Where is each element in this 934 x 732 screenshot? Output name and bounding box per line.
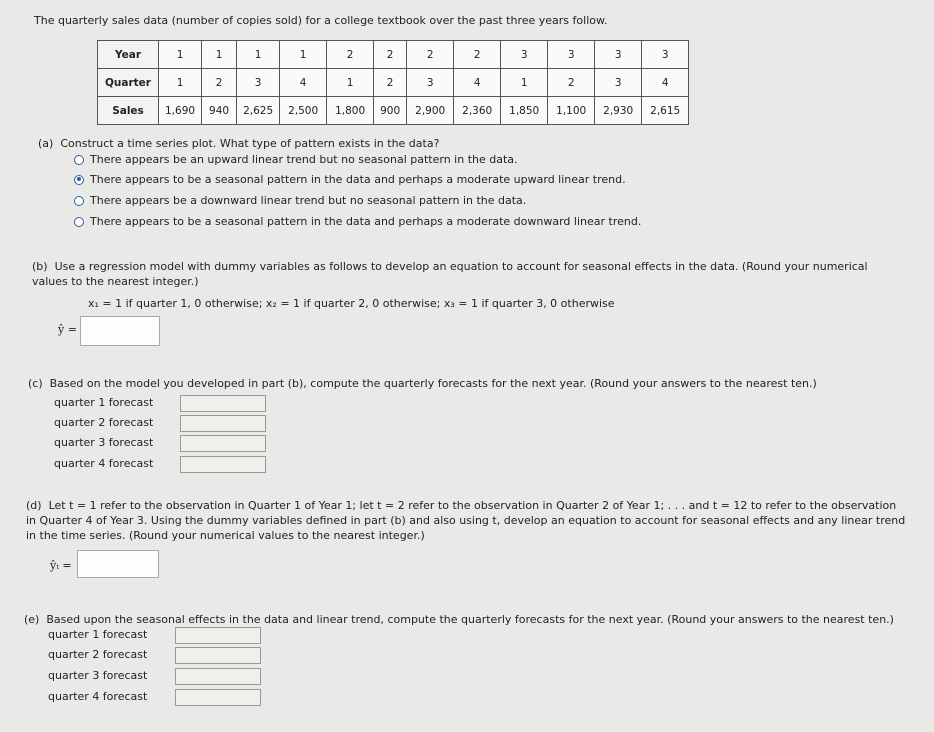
dummy-variable-definition: x₁ = 1 if quarter 1, 0 otherwise; x₂ = 1 if quarter 2, 0 otherwise; x₃ = 1 if quarter 3, 0 otherwise [88,297,615,310]
option-label: There appears be a downward linear trend but no seasonal pattern in the data. [90,194,527,207]
part-e-question [24,612,904,627]
yhat-t-label: ŷₜ = [50,559,72,572]
part-c-q4-input[interactable] [180,456,266,473]
part-a-question [38,136,439,151]
part-d-tag: (d) [26,499,42,512]
part-c-tag: (c) [28,377,43,390]
part-c-q3-label: quarter 3 forecast [54,436,154,449]
part-e-tag: (e) [24,613,40,626]
table-cell: 2,930 [595,97,642,125]
table-cell: 2,615 [642,97,689,125]
part-b-answer-input[interactable] [80,316,160,346]
option-label: There appears be an upward linear trend but no seasonal pattern in the data. [90,153,518,166]
table-cell: 3 [501,41,548,69]
table-cell: 2 [374,69,407,97]
radio-button[interactable] [74,217,84,227]
sales-data-table [97,40,689,125]
option-a2[interactable] [74,173,626,186]
table-cell: 4 [280,69,327,97]
radio-button-selected[interactable] [74,175,84,185]
option-a3[interactable] [74,194,526,207]
part-d-answer-input[interactable] [77,550,159,578]
table-cell: 1 [280,41,327,69]
table-cell: 1 [159,69,202,97]
table-cell: 3 [548,41,595,69]
option-label: There appears to be a seasonal pattern in the data and perhaps a moderate upward linear trend. [90,173,626,186]
year-header: Year [98,41,159,69]
part-c-q2-label: quarter 2 forecast [54,416,154,429]
part-e-text: Based upon the seasonal effects in the data and linear trend, compute the quarterly forecasts for the next year. (Round your answers to the nearest ten.) [46,613,894,626]
part-e-q4-label: quarter 4 forecast [48,690,148,703]
radio-button[interactable] [74,196,84,206]
part-c-q1-label: quarter 1 forecast [54,396,154,409]
part-c-q2-input[interactable] [180,415,266,432]
table-cell: 2 [548,69,595,97]
part-a-tag: (a) [38,137,54,150]
table-cell: 2,360 [454,97,501,125]
table-cell: 4 [642,69,689,97]
part-c-question [28,376,898,391]
table-cell: 2,625 [237,97,280,125]
part-b-question [32,259,897,289]
table-cell: 3 [642,41,689,69]
table-cell: 3 [595,41,642,69]
part-e-q1-input[interactable] [175,627,261,644]
part-c-q4-label: quarter 4 forecast [54,457,154,470]
table-cell: 3 [237,69,280,97]
table-cell: 2 [374,41,407,69]
table-cell: 1,690 [159,97,202,125]
part-c-text: Based on the model you developed in part (b), compute the quarterly forecasts for the next year. (Round your answers to the nearest ten.) [49,377,817,390]
part-e-q3-label: quarter 3 forecast [48,669,148,682]
part-c-q3-input[interactable] [180,435,266,452]
table-cell: 2 [327,41,374,69]
part-d-question [26,498,908,543]
part-e-q2-label: quarter 2 forecast [48,648,148,661]
quarter-row [98,69,689,97]
table-cell: 1,100 [548,97,595,125]
table-cell: 2,900 [407,97,454,125]
part-b-text: Use a regression model with dummy variables as follows to develop an equation to account for seasonal effects in the data. (Round your numerical values to the nearest integer.) [32,260,868,288]
part-e-q3-input[interactable] [175,668,261,685]
table-cell: 2,500 [280,97,327,125]
table-cell: 3 [407,69,454,97]
option-a4[interactable] [74,215,641,228]
year-row [98,41,689,69]
table-cell: 1 [327,69,374,97]
part-d-text: Let t = 1 refer to the observation in Quarter 1 of Year 1; let t = 2 refer to the observation in Quarter 2 of Year 1; . . . and t = 12 to refer to the observation in Quarter 4 of Year 3. Using the dummy variables defined in part (b) and also using t, develop an equation to account for seasonal effects and any linear trend in the time series. (Round your numerical values to the nearest integer.) [26,499,906,542]
table-cell: 1 [159,41,202,69]
table-cell: 1 [202,41,237,69]
table-cell: 1 [237,41,280,69]
table-cell: 1,850 [501,97,548,125]
sales-row [98,97,689,125]
intro-text: The quarterly sales data (number of copies sold) for a college textbook over the past three years follow. [34,14,608,27]
table-cell: 3 [595,69,642,97]
option-label: There appears to be a seasonal pattern in the data and perhaps a moderate downward linear trend. [90,215,642,228]
table-cell: 2 [454,41,501,69]
part-e-q2-input[interactable] [175,647,261,664]
table-cell: 4 [454,69,501,97]
part-b-tag: (b) [32,260,48,273]
table-cell: 2 [407,41,454,69]
part-e-q4-input[interactable] [175,689,261,706]
table-cell: 2 [202,69,237,97]
table-cell: 1 [501,69,548,97]
sales-header: Sales [98,97,159,125]
yhat-label: ŷ = [58,323,77,336]
radio-button[interactable] [74,155,84,165]
table-cell: 900 [374,97,407,125]
part-a-text: Construct a time series plot. What type of pattern exists in the data? [60,137,440,150]
table-cell: 940 [202,97,237,125]
part-c-q1-input[interactable] [180,395,266,412]
part-e-q1-label: quarter 1 forecast [48,628,148,641]
quarter-header: Quarter [98,69,159,97]
table-cell: 1,800 [327,97,374,125]
option-a1[interactable] [74,153,518,166]
